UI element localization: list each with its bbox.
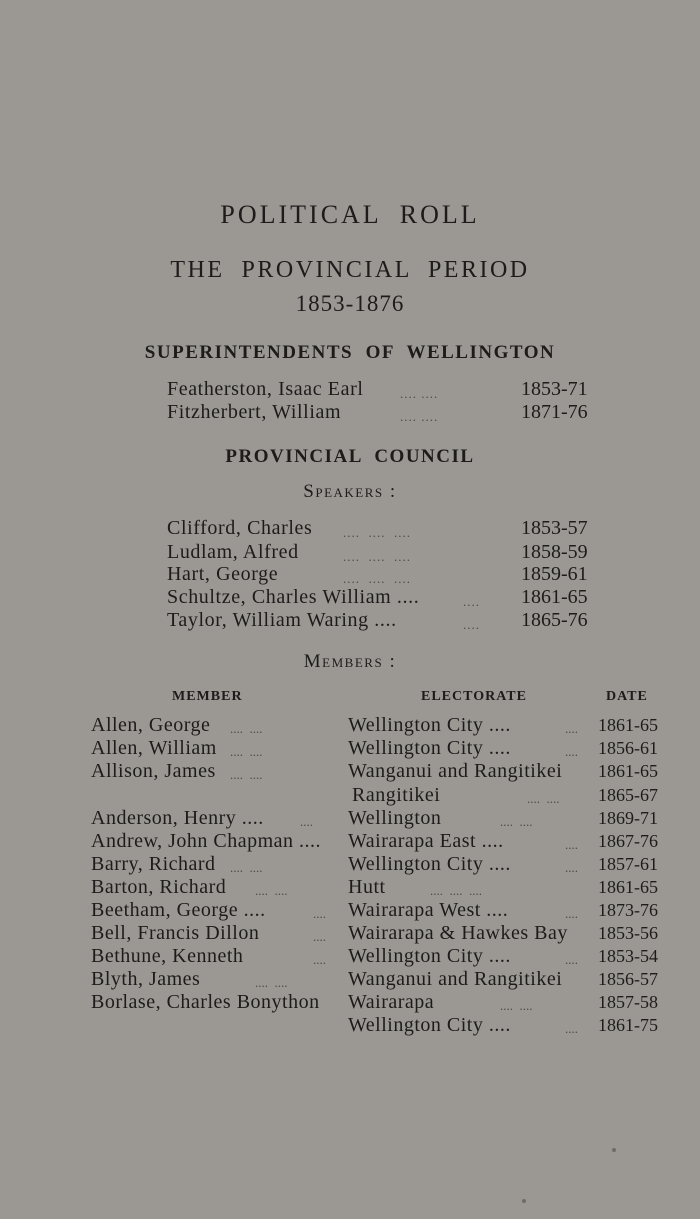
- leader-dots: ....: [565, 1021, 578, 1036]
- column-header-date: DATE: [606, 689, 648, 704]
- member-date: 1861-65: [598, 715, 658, 735]
- electorate-name: Hutt: [348, 876, 386, 898]
- paper-speck: [522, 1199, 526, 1203]
- speaker-name: Schultze, Charles William ....: [167, 586, 420, 608]
- leader-dots: ....: [565, 906, 578, 921]
- leader-dots: ....: [463, 594, 480, 609]
- member-date: 1867-76: [598, 831, 658, 851]
- member-date: 1861-75: [598, 1015, 658, 1035]
- leader-dots: ....: [313, 929, 326, 944]
- superintendent-name: Featherston, Isaac Earl: [167, 378, 364, 400]
- member-name: Bell, Francis Dillon: [91, 922, 260, 944]
- leader-dots: .... ....: [400, 409, 439, 424]
- leader-dots: ....: [565, 837, 578, 852]
- leader-dots: .... ....: [230, 860, 263, 875]
- electorate-name: Wanganui and Rangitikei: [348, 968, 563, 990]
- member-name: Beetham, George ....: [91, 899, 266, 921]
- leader-dots: .... ....: [230, 767, 263, 782]
- leader-dots: ....: [565, 860, 578, 875]
- superintendent-years: 1871-76: [521, 401, 588, 423]
- electorate-name: Wellington: [348, 807, 442, 829]
- member-name: Blyth, James: [91, 968, 201, 990]
- member-date: 1853-56: [598, 923, 658, 943]
- member-date: 1857-61: [598, 854, 658, 874]
- leader-dots: ....: [300, 814, 313, 829]
- leader-dots: .... ....: [400, 386, 439, 401]
- paper-speck: [612, 1148, 616, 1152]
- speaker-years: 1853-57: [521, 517, 588, 539]
- electorate-name: Rangitikei: [352, 784, 441, 806]
- council-heading: PROVINCIAL COUNCIL: [225, 446, 475, 467]
- electorate-name: Wellington City ....: [348, 714, 511, 736]
- speaker-years: 1859-61: [521, 563, 588, 585]
- electorate-name: Wellington City ....: [348, 945, 511, 967]
- member-date: 1861-65: [598, 877, 658, 897]
- member-name: Barry, Richard: [91, 853, 216, 875]
- leader-dots: ....: [313, 952, 326, 967]
- leader-dots: .... ....: [230, 744, 263, 759]
- member-name: Allison, James: [91, 760, 216, 782]
- member-name: Bethune, Kenneth: [91, 945, 244, 967]
- leader-dots: .... .... ....: [343, 549, 411, 564]
- member-date: 1856-61: [598, 738, 658, 758]
- member-date: 1861-65: [598, 761, 658, 781]
- speaker-name: Clifford, Charles: [167, 517, 313, 539]
- electorate-name: Wairarapa West ....: [348, 899, 509, 921]
- leader-dots: ....: [565, 952, 578, 967]
- member-name: Allen, George: [91, 714, 211, 736]
- leader-dots: ....: [565, 721, 578, 736]
- electorate-name: Wairarapa East ....: [348, 830, 504, 852]
- electorate-name: Wairarapa & Hawkes Bay: [348, 922, 568, 944]
- leader-dots: .... ....: [255, 883, 288, 898]
- period-years: 1853-1876: [295, 291, 405, 316]
- leader-dots: .... ....: [500, 814, 533, 829]
- leader-dots: .... .... ....: [343, 571, 411, 586]
- leader-dots: .... ....: [230, 721, 263, 736]
- leader-dots: .... .... ....: [430, 883, 482, 898]
- speaker-name: Ludlam, Alfred: [167, 541, 299, 563]
- page-subtitle: THE PROVINCIAL PERIOD: [170, 257, 530, 283]
- leader-dots: ....: [313, 906, 326, 921]
- speaker-years: 1865-76: [521, 609, 588, 631]
- member-name: Allen, William: [91, 737, 217, 759]
- member-date: 1865-67: [598, 785, 658, 805]
- electorate-name: Wellington City ....: [348, 853, 511, 875]
- member-name: Barton, Richard: [91, 876, 227, 898]
- electorate-name: Wellington City ....: [348, 1014, 511, 1036]
- speakers-label: Speakers :: [303, 481, 397, 502]
- leader-dots: .... ....: [255, 975, 288, 990]
- member-date: 1869-71: [598, 808, 658, 828]
- member-date: 1873-76: [598, 900, 658, 920]
- leader-dots: ....: [565, 744, 578, 759]
- leader-dots: .... ....: [527, 791, 560, 806]
- superintendents-heading: SUPERINTENDENTS OF WELLINGTON: [144, 342, 556, 363]
- member-name: Andrew, John Chapman ....: [91, 830, 322, 852]
- electorate-name: Wellington City ....: [348, 737, 511, 759]
- speaker-name: Hart, George: [167, 563, 279, 585]
- speaker-years: 1861-65: [521, 586, 588, 608]
- superintendent-years: 1853-71: [521, 378, 588, 400]
- member-name: Borlase, Charles Bonython: [91, 991, 320, 1013]
- member-date: 1856-57: [598, 969, 658, 989]
- leader-dots: .... ....: [500, 998, 533, 1013]
- speaker-years: 1858-59: [521, 541, 588, 563]
- member-name: Anderson, Henry ....: [91, 807, 264, 829]
- column-header-electorate: ELECTORATE: [421, 689, 527, 704]
- superintendent-name: Fitzherbert, William: [167, 401, 342, 423]
- speaker-name: Taylor, William Waring ....: [167, 609, 397, 631]
- column-header-member: MEMBER: [172, 689, 243, 704]
- member-date: 1857-58: [598, 992, 658, 1012]
- electorate-name: Wairarapa: [348, 991, 435, 1013]
- leader-dots: .... .... ....: [343, 525, 411, 540]
- leader-dots: ....: [463, 617, 480, 632]
- electorate-name: Wanganui and Rangitikei: [348, 760, 563, 782]
- members-label: Members :: [303, 651, 397, 672]
- page-title: POLITICAL ROLL: [220, 200, 480, 229]
- member-date: 1853-54: [598, 946, 658, 966]
